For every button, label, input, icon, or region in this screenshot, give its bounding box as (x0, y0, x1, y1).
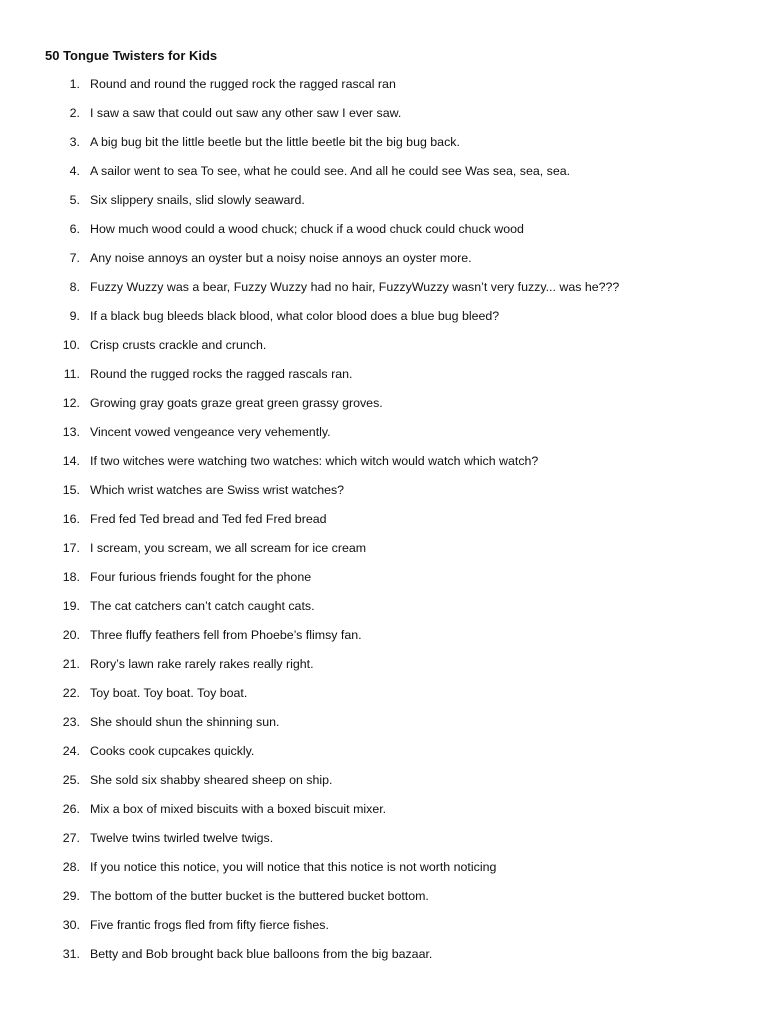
list-item-number: 29. (62, 889, 80, 903)
list-item-text: Fred fed Ted bread and Ted fed Fred bread (90, 512, 327, 526)
list-item-number: 14. (62, 454, 80, 468)
list-item-number: 17. (62, 541, 80, 555)
list-item-number: 5. (69, 193, 80, 207)
list-item-number: 28. (62, 860, 80, 874)
list-item-text: A big bug bit the little beetle but the little beetle bit the big bug back. (90, 135, 460, 149)
list-item-number: 6. (69, 222, 80, 236)
list-item-text: If two witches were watching two watches: which witch would watch which watch? (90, 454, 539, 468)
list-item-number: 9. (69, 309, 80, 323)
list-item-number: 24. (62, 744, 80, 758)
list-item-number: 31. (62, 947, 80, 961)
list-item-text: She sold six shabby sheared sheep on ship. (90, 773, 333, 787)
list-item-text: Betty and Bob brought back blue balloons from the big bazaar. (90, 947, 433, 961)
list-item-number: 7. (69, 251, 80, 265)
list-item-number: 30. (62, 918, 80, 932)
list-item-text: Three fluffy feathers fell from Phoebe’s flimsy fan. (90, 628, 362, 642)
list-item-text: Four furious friends fought for the phone (90, 570, 312, 584)
list-item-text: Toy boat. Toy boat. Toy boat. (90, 686, 248, 700)
list-item-number: 25. (62, 773, 80, 787)
list-item-number: 23. (62, 715, 80, 729)
list-item-number: 1. (69, 77, 80, 91)
list-item-number: 27. (62, 831, 80, 845)
list-item-text: How much wood could a wood chuck; chuck if a wood chuck could chuck wood (90, 222, 524, 236)
list-item-number: 19. (62, 599, 80, 613)
list-item-text: Cooks cook cupcakes quickly. (90, 744, 255, 758)
list-item-text: If a black bug bleeds black blood, what color blood does a blue bug bleed? (90, 309, 500, 323)
list-item-number: 12. (62, 396, 80, 410)
list-item-text: I scream, you scream, we all scream for ice cream (90, 541, 367, 555)
list-item-text: Any noise annoys an oyster but a noisy noise annoys an oyster more. (90, 251, 472, 265)
list-item-number: 2. (69, 106, 80, 120)
list-item-text: Fuzzy Wuzzy was a bear, Fuzzy Wuzzy had no hair, FuzzyWuzzy wasn’t very fuzzy... was he??? (90, 280, 620, 294)
list-item-text: I saw a saw that could out saw any other saw I ever saw. (90, 106, 402, 120)
list-item-text: The cat catchers can’t catch caught cats. (90, 599, 315, 613)
list-item-text: If you notice this notice, you will notice that this notice is not worth noticing (90, 860, 497, 874)
list-item-number: 3. (69, 135, 80, 149)
list-item-number: 16. (62, 512, 80, 526)
list-item-text: Vincent vowed vengeance very vehemently. (90, 425, 331, 439)
list-item-text: Five frantic frogs fled from fifty fierce fishes. (90, 918, 329, 932)
list-item-number: 15. (62, 483, 80, 497)
list-item-text: Growing gray goats graze great green grassy groves. (90, 396, 383, 410)
list-item-text: The bottom of the butter bucket is the buttered bucket bottom. (90, 889, 429, 903)
list-item-number: 10. (62, 338, 80, 352)
list-item-number: 4. (69, 164, 80, 178)
list-item-number: 22. (62, 686, 80, 700)
list-item-text: Mix a box of mixed biscuits with a boxed biscuit mixer. (90, 802, 387, 816)
list-item-number: 26. (62, 802, 80, 816)
list-item-text: Which wrist watches are Swiss wrist watches? (90, 483, 345, 497)
list-item-text: She should shun the shinning sun. (90, 715, 280, 729)
list-item-number: 8. (69, 280, 80, 294)
list-item-text: Rory’s lawn rake rarely rakes really right. (90, 657, 314, 671)
list-item-number: 21. (62, 657, 80, 671)
list-item-text: Round and round the rugged rock the ragged rascal ran (90, 77, 396, 91)
list-item-text: Crisp crusts crackle and crunch. (90, 338, 267, 352)
list-item-number: 13. (62, 425, 80, 439)
list-item-text: Round the rugged rocks the ragged rascals ran. (90, 367, 353, 381)
list-item-number: 20. (62, 628, 80, 642)
list-item-text: Six slippery snails, slid slowly seaward. (90, 193, 305, 207)
list-item-number: 11. (63, 367, 80, 381)
list-item-number: 18. (62, 570, 80, 584)
list-item-text: Twelve twins twirled twelve twigs. (90, 831, 274, 845)
list-item-text: A sailor went to sea To see, what he could see. And all he could see Was sea, sea, sea. (90, 164, 571, 178)
document-title: 50 Tongue Twisters for Kids (45, 48, 218, 63)
